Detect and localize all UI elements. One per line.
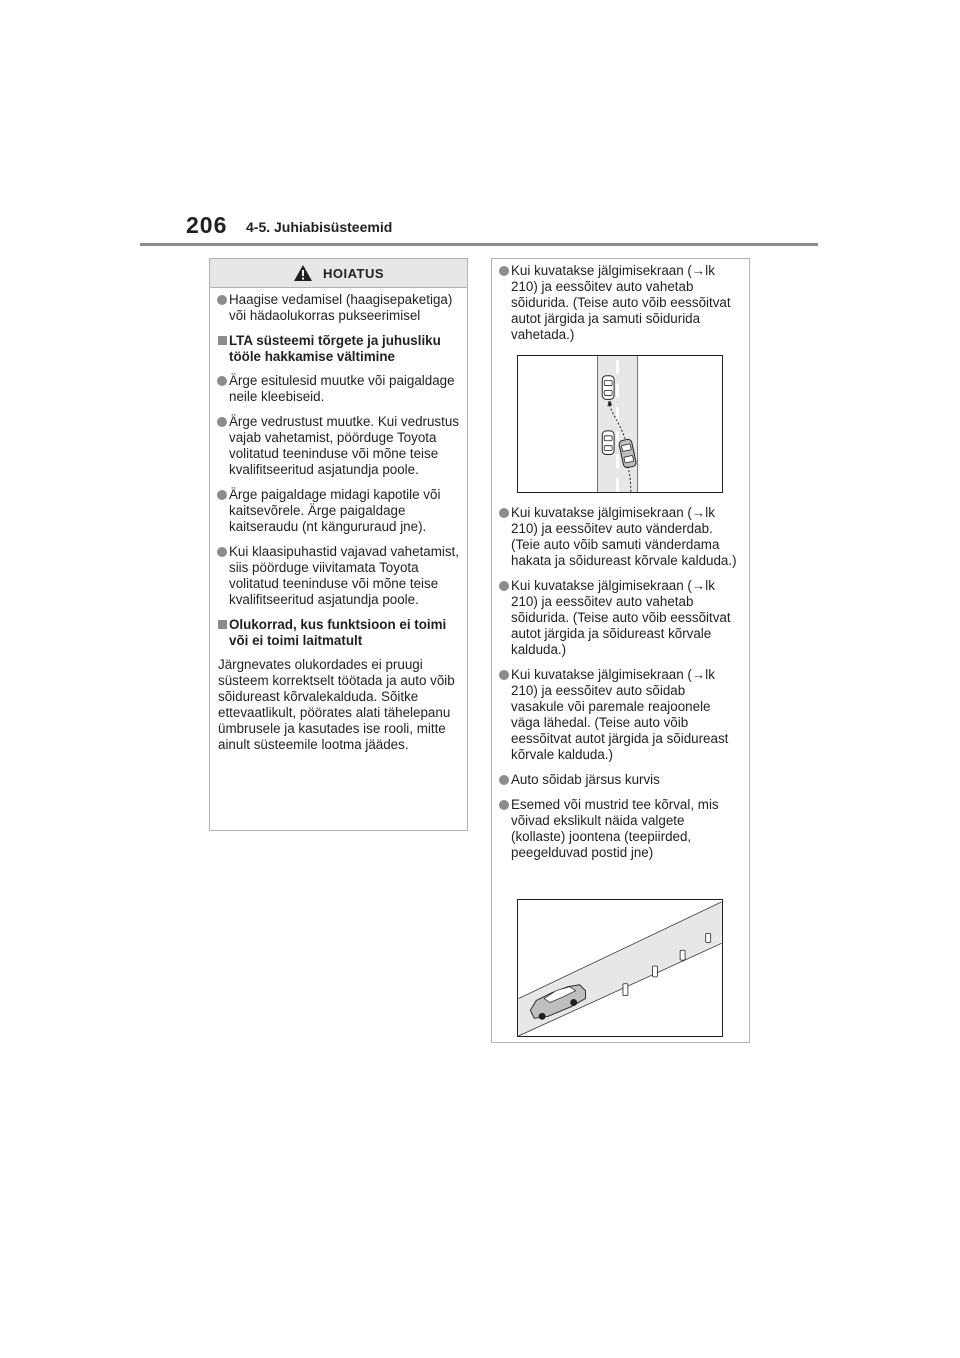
subheading-text: LTA süsteemi tõrgete ja juhusliku tööle hakkamise vältimine bbox=[229, 333, 441, 364]
bullet-icon bbox=[217, 417, 227, 427]
list-item-text: Kui kuvatakse jälgimisekraan (→lk 210) ja eessõitev auto vahetab sõidurida. (Teise auto võib eessõitvat autot järgida ja sõidureast kõrvale kalduda.) bbox=[511, 578, 731, 657]
list-item-text: Kui kuvatakse jälgimisekraan (→lk 210) ja eessõitev auto vänderdab. (Teie auto võib samuti vänderdama hakata ja sõidureast kõrvale kalduda.) bbox=[511, 505, 737, 568]
bullet-icon bbox=[499, 775, 509, 785]
list-item bbox=[500, 505, 741, 569]
subheading-text: Olukorrad, kus funktsioon ei toimi või ei toimi laitmatult bbox=[229, 617, 447, 648]
list-item-text: Kui kuvatakse jälgimisekraan (→lk 210) ja eessõitev auto vahetab sõidurida. (Teise auto võib eessõitvat autot järgida ja samuti sõidurida vahetada.) bbox=[511, 263, 731, 342]
subheading bbox=[218, 617, 459, 649]
section-title: 4-5. Juhiabisüsteemid bbox=[246, 219, 393, 235]
list-item bbox=[218, 487, 459, 535]
bullet-icon bbox=[217, 490, 227, 500]
list-item-text: Kui klaasipuhastid vajavad vahetamist, siis pöörduge viivitamata Toyota volitatud teeninduse või mõne teise kvalifitseeritud asjatundja poole. bbox=[229, 544, 460, 607]
list-item bbox=[218, 544, 459, 608]
list-item bbox=[500, 797, 741, 861]
other-car-icon bbox=[602, 431, 614, 455]
list-item-text: Haagise vedamisel (haagisepaketiga) või hädaolukorras pukseerimisel bbox=[229, 292, 453, 323]
list-item-text: Ärge paigaldage midagi kapotile või kaitsevõrele. Ärge paigaldage kaitseraudu (nt kängururaud jne). bbox=[229, 487, 441, 534]
list-item-text: Ärge vedrustust muutke. Kui vedrustus vajab vahetamist, pöörduge Toyota volitatud teeninduse või mõne teise kvalifitseeritud asjatundja poole. bbox=[229, 414, 459, 477]
warning-box bbox=[209, 258, 468, 831]
roadside-posts-illustration bbox=[517, 899, 723, 1037]
square-bullet-icon bbox=[218, 336, 227, 345]
bullet-icon bbox=[499, 508, 509, 518]
subheading bbox=[218, 333, 459, 365]
roadside-posts-diagram bbox=[518, 900, 722, 1036]
list-item bbox=[500, 578, 741, 658]
right-top-content bbox=[492, 259, 749, 352]
warning-header bbox=[210, 259, 467, 288]
right-list-content bbox=[492, 501, 749, 870]
list-item bbox=[218, 414, 459, 478]
bullet-icon bbox=[499, 800, 509, 810]
bullet-icon bbox=[217, 376, 227, 386]
list-item bbox=[500, 667, 741, 763]
list-item bbox=[218, 373, 459, 405]
lane-change-illustration bbox=[517, 355, 723, 493]
warning-triangle-icon bbox=[293, 264, 313, 282]
warning-title: HOIATUS bbox=[322, 265, 385, 281]
lead-car-icon bbox=[602, 376, 614, 400]
continuation-box bbox=[491, 258, 750, 1043]
bullet-icon bbox=[217, 295, 227, 305]
bullet-icon bbox=[499, 581, 509, 591]
list-item-text: Kui kuvatakse jälgimisekraan (→lk 210) ja eessõitev auto sõidab vasakule või paremale reajoonele väga lähedal. (Teise auto võib eessõitvat autot järgida ja sõidureast kõrvale kalduda.) bbox=[511, 667, 729, 762]
header-divider bbox=[140, 243, 818, 246]
lane-change-diagram bbox=[518, 356, 722, 492]
bullet-icon bbox=[217, 547, 227, 557]
warning-content bbox=[210, 288, 467, 753]
list-item bbox=[500, 263, 741, 343]
list-item bbox=[500, 772, 741, 788]
paragraph: Järgnevates olukordades ei pruugi süsteem korrektselt töötada ja auto võib sõidureast kõrvalekalduda. Sõitke ettevaatlikult, pöörates alati tähelepanu ümbrusele ja kasutades ise rooli, mitte ainult süsteemile lootma jäädes. bbox=[218, 657, 455, 752]
square-bullet-icon bbox=[218, 620, 227, 629]
list-item bbox=[218, 292, 459, 324]
list-item-text: Esemed või mustrid tee kõrval, mis võivad ekslikult näida valgete (kollaste) joontena (teepiirded, peegelduvad postid jne) bbox=[511, 797, 719, 860]
page-number: 206 bbox=[186, 212, 228, 238]
list-item-text: Auto sõidab järsus kurvis bbox=[511, 772, 660, 787]
bullet-icon bbox=[499, 266, 509, 276]
bullet-icon bbox=[499, 670, 509, 680]
list-item-text: Ärge esitulesid muutke või paigaldage neile kleebiseid. bbox=[229, 373, 455, 404]
